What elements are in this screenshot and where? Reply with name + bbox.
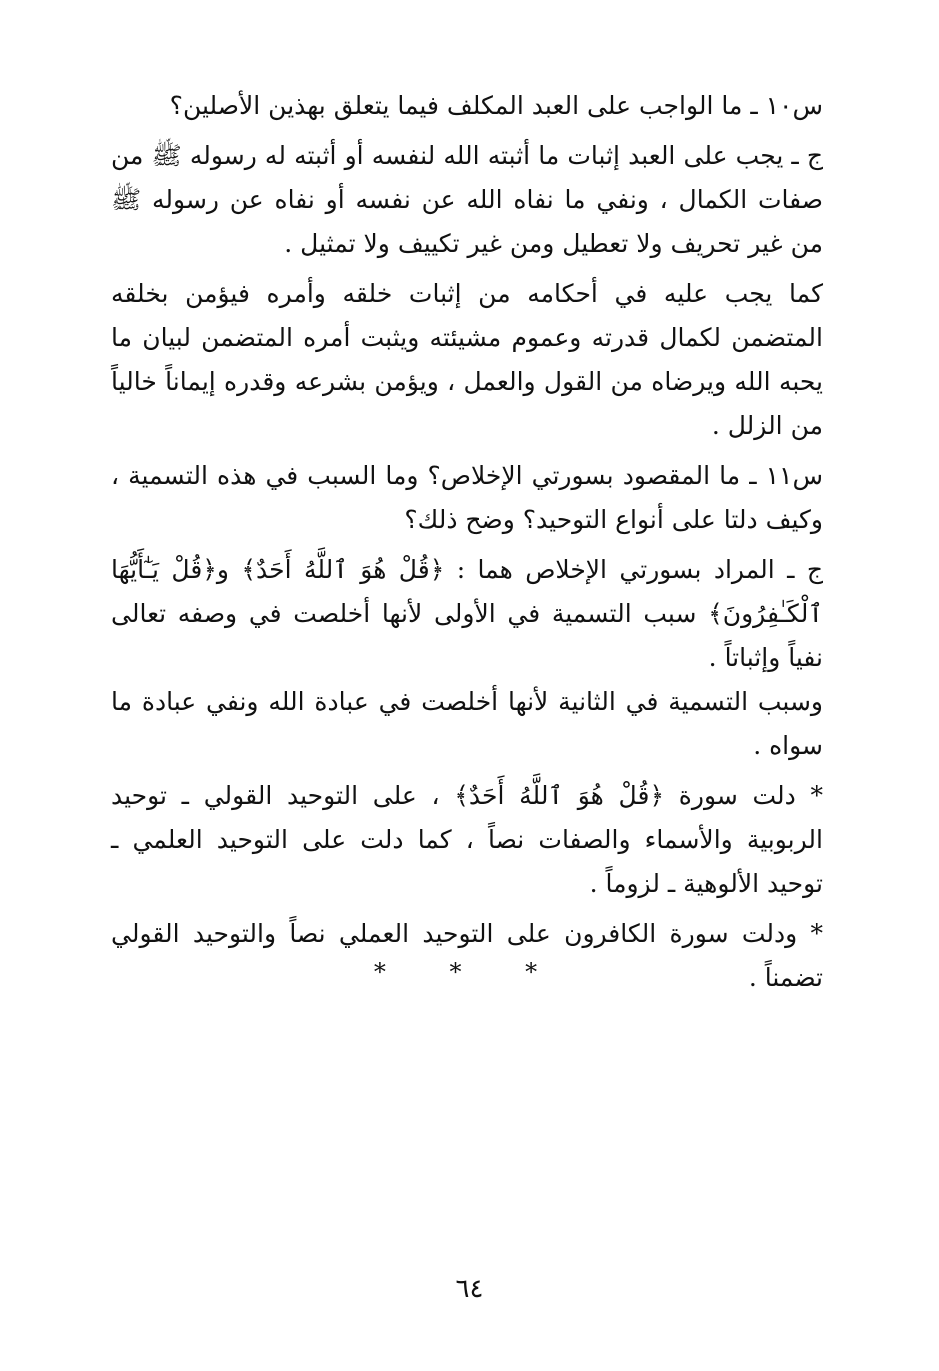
- page-number: ٦٤: [455, 1274, 484, 1304]
- answer-10-part-2: كما يجب عليه في أحكامه من إثبات خلقه وأمره فيؤمن بخلقه المتضمن لكمال قدرته وعموم مشيئته ويثبت أمره المتضمن لبيان ما يحبه الله ويرضاه من القول والعمل ، ويؤمن بشرعه وقدره إيماناً خالياً من الزلل .: [111, 279, 823, 440]
- answer-11-part-2: وسبب التسمية في الثانية لأنها أخلصت في عبادة الله ونفي عبادة ما سواه .: [111, 687, 823, 760]
- answer-11-point-1: * دلت سورة ﴿قُلْ هُوَ ٱللَّهُ أَحَدٌ﴾ ، على التوحيد القولي ـ توحيد الربوبية والأسماء والصفات نصاً ، كما دلت على التوحيد العلمي ـ توحيد الألوهية ـ لزوماً .: [111, 781, 823, 898]
- answer-10-part-1: ج ـ يجب على العبد إثبات ما أثبته الله لنفسه أو أثبته له رسوله ﷺ من صفات الكمال ، ونفي ما نفاه الله عن نفسه أو نفاه عن رسوله ﷺ من غير تحريف ولا تعطيل ومن غير تكييف ولا تمثيل .: [111, 141, 823, 258]
- answer-11-part-1: ج ـ المراد بسورتي الإخلاص هما : ﴿قُلْ هُوَ ٱللَّهُ أَحَدٌ﴾ و﴿قُلْ يَـٰٓأَيُّهَا ٱلْكَـٰفِرُونَ﴾ سبب التسمية في الأولى لأنها أخلصت في وصفه تعالى نفياً وإثباتاً .: [111, 555, 823, 672]
- question-11: س١١ ـ ما المقصود بسورتي الإخلاص؟ وما السبب في هذه التسمية ، وكيف دلتا على أنواع التوحيد؟ وضح ذلك؟: [111, 461, 823, 534]
- question-10: س١٠ ـ ما الواجب على العبد المكلف فيما يتعلق بهذين الأصلين؟: [169, 91, 823, 120]
- page-text-body: [111, 84, 823, 1006]
- section-separator: * * *: [373, 958, 566, 986]
- answer-11-point-2: * ودلت سورة الكافرون على التوحيد العملي نصاً والتوحيد القولي تضمناً .: [111, 919, 823, 992]
